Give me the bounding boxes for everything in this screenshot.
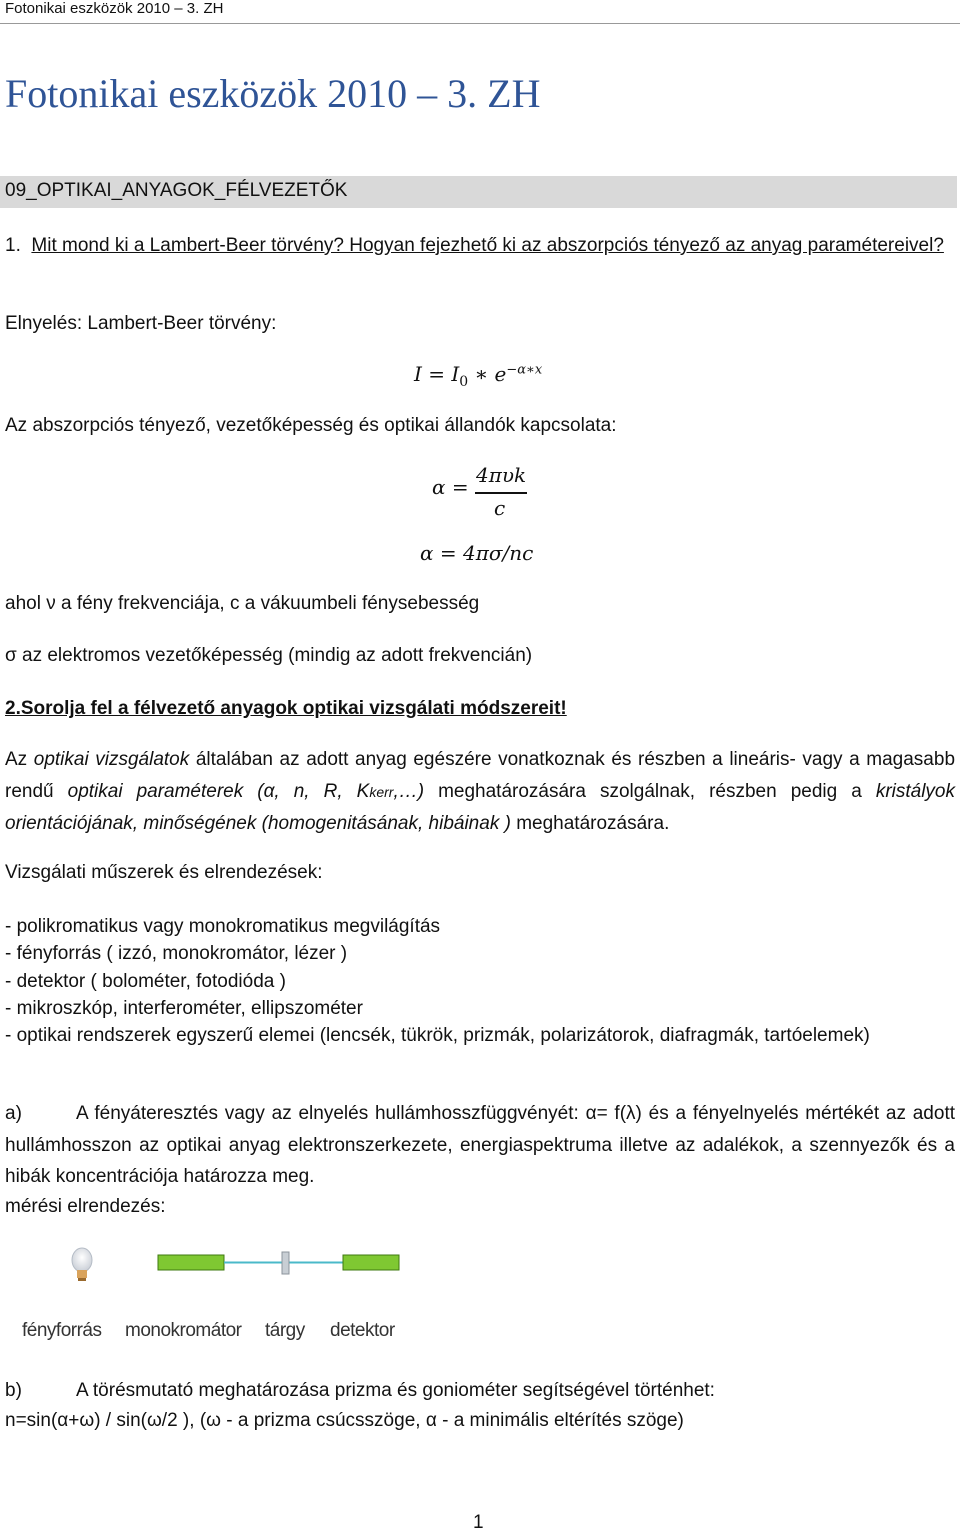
list-item: - polikromatikus vagy monokromatikus megvilágítás (5, 916, 441, 937)
question-1-text: Mit mond ki a Lambert-Beer törvény? Hogyan fejezhető ki az abszorpciós tényező az anyag paramétereivel? (31, 235, 944, 256)
lambert-beer-equation (414, 362, 542, 390)
p-methods-t3: általában az adott anyag egészére vonatkoznak és részben a lineáris- vagy a magasabb rendű (5, 749, 956, 802)
p-methods-t8: kristályok orientációjának, minőségének (homogenitásának, hibáinak ) (5, 780, 955, 834)
document-title: Fotonikai eszközök 2010 – 3. ZH (5, 71, 541, 116)
item-a-label: a) (5, 1103, 22, 1124)
page-number: 1 (473, 1512, 484, 1533)
item-b (5, 1380, 715, 1402)
eq2-denominator: c (494, 496, 506, 520)
instruments-title: Vizsgálati műszerek és elrendezések: (5, 862, 323, 883)
light-bulb-icon (72, 1248, 92, 1281)
item-b-text: A törésmutató meghatározása prizma és goniométer segítségével történhet: (76, 1380, 715, 1401)
diagram-label-object: tárgy (265, 1320, 305, 1341)
p-methods-t9: meghatározására. (510, 813, 670, 834)
detector-block (343, 1255, 399, 1270)
refractive-index-formula: n=sin(α+ω) / sin(ω/2 ), (ω - a prizma csúcsszöge, α - a minimális eltérítés szöge) (5, 1410, 684, 1431)
p-methods-t2: optikai vizsgálatok (33, 749, 190, 770)
header-divider (0, 23, 960, 24)
question-1-number: 1. (5, 235, 21, 256)
p-methods-t6: ,…) (393, 780, 425, 802)
list-item: - fényforrás ( izzó, monokromátor, lézer ) (5, 943, 348, 965)
fraction-bar (475, 492, 527, 494)
eq1-lhs: I = I (414, 362, 460, 386)
setup-label: mérési elrendezés: (5, 1196, 166, 1217)
eq1-exponent: −α∗x (506, 362, 543, 378)
question-2-text: 2.Sorolja fel a félvezető anyagok optikai vizsgálati módszereit! (5, 698, 567, 719)
list-item: - mikroszkóp, interferométer, ellipszométer (5, 997, 363, 1019)
methods-paragraph (5, 744, 955, 840)
sample-object (282, 1252, 289, 1274)
question-1 (5, 230, 955, 262)
section-heading: 09_OPTIKAI_ANYAGOK_FÉLVEZETŐK (5, 180, 348, 201)
section-heading-bar (0, 176, 957, 208)
eq1-mid: ∗ e (468, 362, 507, 386)
eq2-lhs: α = (432, 475, 469, 499)
eq1-subscript: 0 (459, 374, 469, 390)
list-item: - detektor ( bolométer, fotodióda ) (5, 970, 286, 992)
diagram-label-detector: detektor (330, 1320, 395, 1341)
p-methods-t4: optikai paraméterek (α, n, R, K (67, 780, 370, 802)
absorption-intro: Az abszorpciós tényező, vezetőképesség és optikai állandók kapcsolata: (5, 415, 617, 436)
conductivity-equation: α = 4πσ/nc (420, 541, 534, 565)
list-item: - optikai rendszerek egyszerű elemei (lencsék, tükrök, prizmák, polarizátorok, diafragmák, tartóelemek) (5, 1025, 870, 1047)
item-a-text: A fényáteresztés vagy az elnyelés hullámhosszfüggvényét: α= f(λ) és a fényelnyelés mértékét az adott hullámhosszon az optikai anyag elektronszerkezete, energiaspektruma illetve az adalékok, a szennyezők és a hibák koncentrációja határozza meg. (5, 1103, 955, 1187)
p-methods-t5: kerr (369, 783, 394, 800)
definition-sigma: σ az elektromos vezetőképesség (mindig az adott frekvencián) (5, 645, 533, 666)
running-header: Fotonikai eszközök 2010 – 3. ZH (5, 0, 224, 17)
measurement-setup-diagram (0, 1240, 960, 1310)
p-methods-t1: Az (5, 749, 34, 770)
question-2 (5, 698, 567, 720)
instruments-list (5, 913, 870, 1049)
item-b-label: b) (5, 1380, 22, 1401)
definition-nu: ahol ν a fény frekvenciája, c a vákuumbeli fénysebesség (5, 593, 480, 614)
monochromator-block (158, 1255, 224, 1270)
eq2-numerator: 4πυk (476, 463, 527, 487)
lambert-beer-intro: Elnyelés: Lambert-Beer törvény: (5, 313, 277, 334)
p-methods-t7: meghatározására szolgálnak, részben pedig a (424, 780, 876, 802)
item-a (5, 1098, 955, 1193)
diagram-label-light-source: fényforrás (22, 1320, 102, 1341)
diagram-label-monochromator: monokromátor (125, 1320, 242, 1341)
